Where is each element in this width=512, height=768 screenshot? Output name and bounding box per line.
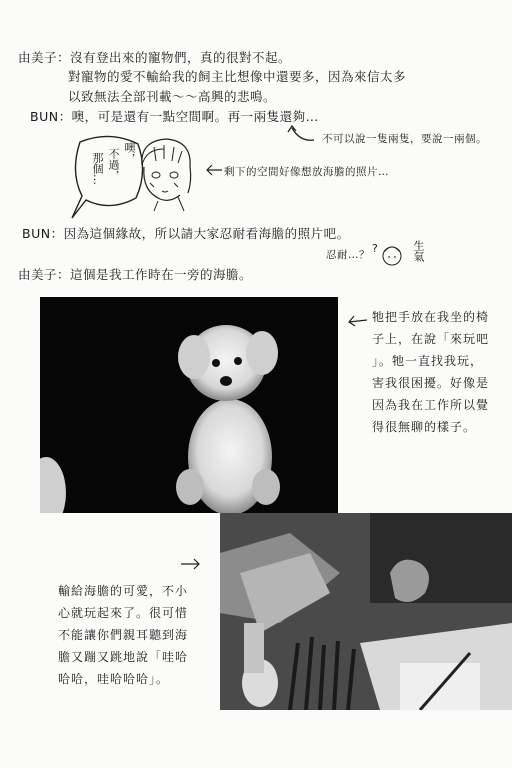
caption-desk-line: 輸給海膽的可愛，不小 <box>58 584 189 598</box>
caption-dog-line: 」。牠一直找我玩， <box>372 354 484 368</box>
caption-dog-line: 因為我在工作所以覺 <box>372 398 490 412</box>
svg-text:?: ? <box>372 242 378 255</box>
caption-dog-line: 牠把手放在我坐的椅 <box>372 310 490 324</box>
caption-desk-line: 不能讓你們親耳聽到海 <box>58 628 189 642</box>
bun-line-2: BUN：因為這個緣故，所以請大家忍耐看海膽的照片吧。 <box>22 226 350 241</box>
bun-line-1: BUN：噢，可是還有一點空間啊。再一兩隻還夠… <box>30 109 319 124</box>
intro-line-2: 對寵物的愛不輸給我的飼主比想像中還要多，因為來信太多 <box>68 69 407 84</box>
desk-photo <box>220 513 512 710</box>
aside-text: 忍耐…？ <box>326 249 370 261</box>
caption-desk-line: 哈哈，哇哈哈哈」。 <box>58 672 170 686</box>
caption-dog-line: 得很無聊的樣子。 <box>372 420 477 434</box>
caption-dog-line: 子上，在說「來玩吧 <box>372 332 490 346</box>
curved-arrow-icon <box>286 124 316 146</box>
caption-desk-line: 膽又蹦又跳地說「哇哈 <box>58 650 189 664</box>
arrow-left-icon <box>346 313 368 327</box>
arrow-right-icon <box>180 558 202 570</box>
caption-dog-line: 害我很困擾。好像是 <box>372 376 490 390</box>
note-right: 不可以說一隻兩隻，要說一兩個。 <box>322 133 487 145</box>
girl-sketch-icon <box>134 135 198 213</box>
bubble-col-1: 噢， <box>123 142 136 164</box>
note-photo: 剩下的空間好像想放海膽的照片… <box>224 166 389 178</box>
arrow-left-icon <box>205 164 223 176</box>
bubble-text <box>84 142 140 202</box>
intro-line-1: 由美子：沒有登出來的寵物們，真的很對不起。 <box>18 50 292 65</box>
bubble-col-2: 不過， <box>107 148 120 181</box>
dog-photo <box>40 297 338 513</box>
small-face-icon <box>372 240 408 272</box>
angry-label: 生氣 <box>412 240 425 262</box>
caption-desk-line: 心就玩起來了。很可惜 <box>58 606 189 620</box>
intro-line-3: 以致無法全部刊載～～高興的悲鳴。 <box>68 89 277 104</box>
bubble-col-3: 那個… <box>91 152 104 185</box>
yumiko-line: 由美子：這個是我工作時在一旁的海膽。 <box>18 267 253 282</box>
